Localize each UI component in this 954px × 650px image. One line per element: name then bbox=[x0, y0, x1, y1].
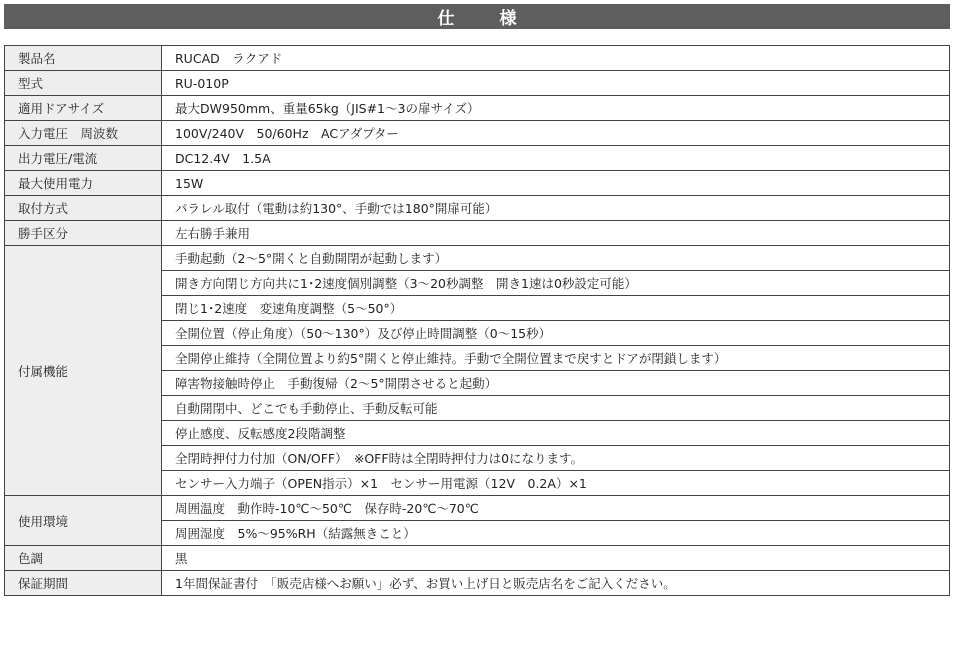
spec-value: 開き方向閉じ方向共に1･2速度個別調整（3～20秒調整 開き1速は0秒設定可能） bbox=[162, 271, 950, 296]
spec-row bbox=[5, 196, 950, 221]
spec-label: 最大使用電力 bbox=[5, 171, 162, 196]
spec-title: 仕 様 bbox=[437, 9, 531, 29]
spec-label: 勝手区分 bbox=[5, 221, 162, 246]
spec-label: 色調 bbox=[5, 546, 162, 571]
spec-label: 使用環境 bbox=[5, 496, 162, 546]
spec-row bbox=[5, 221, 950, 246]
spec-value: 全閉時押付力付加（ON/OFF） ※OFF時は全閉時押付力は0になります。 bbox=[162, 446, 950, 471]
spec-row bbox=[5, 246, 950, 271]
spec-label: 出力電圧/電流 bbox=[5, 146, 162, 171]
spec-value: 左右勝手兼用 bbox=[162, 221, 950, 246]
spec-value: RU-010P bbox=[162, 71, 950, 96]
spec-value: センサー入力端子（OPEN指示）×1 センサー用電源（12V 0.2A）×1 bbox=[162, 471, 950, 496]
spec-label: 製品名 bbox=[5, 46, 162, 71]
spec-value: 手動起動（2～5°開くと自動開閉が起動します） bbox=[162, 246, 950, 271]
spec-table bbox=[4, 45, 950, 596]
spec-value: 100V/240V 50/60Hz ACアダプター bbox=[162, 121, 950, 146]
spec-title-bar bbox=[4, 4, 950, 29]
spec-row bbox=[5, 46, 950, 71]
spec-value: 黒 bbox=[162, 546, 950, 571]
spec-value: 閉じ1･2速度 変速角度調整（5～50°） bbox=[162, 296, 950, 321]
spec-row bbox=[5, 546, 950, 571]
spec-value: 自動開閉中、どこでも手動停止、手動反転可能 bbox=[162, 396, 950, 421]
spec-row bbox=[5, 71, 950, 96]
spec-label: 型式 bbox=[5, 71, 162, 96]
spec-label: 適用ドアサイズ bbox=[5, 96, 162, 121]
spec-row bbox=[5, 146, 950, 171]
spec-value: 最大DW950mm、重量65kg（JIS#1～3の扉サイズ） bbox=[162, 96, 950, 121]
spec-row bbox=[5, 171, 950, 196]
spec-label: 取付方式 bbox=[5, 196, 162, 221]
spec-value: 全開位置（停止角度）（50～130°）及び停止時間調整（0～15秒） bbox=[162, 321, 950, 346]
spec-value: 全開停止維持（全開位置より約5°開くと停止維持。手動で全開位置まで戻すとドアが閉鎖します） bbox=[162, 346, 950, 371]
spec-value: 1年間保証書付 「販売店様へお願い」必ず、お買い上げ日と販売店名をご記入ください。 bbox=[162, 571, 950, 596]
spec-value: RUCAD ラクアド bbox=[162, 46, 950, 71]
spec-value: 15W bbox=[162, 171, 950, 196]
spec-value: 障害物接触時停止 手動復帰（2～5°開閉させると起動） bbox=[162, 371, 950, 396]
spec-value: 停止感度、反転感度2段階調整 bbox=[162, 421, 950, 446]
spec-value: 周囲湿度 5%～95%RH（結露無きこと） bbox=[162, 521, 950, 546]
spec-value: 周囲温度 動作時-10℃～50℃ 保存時-20℃～70℃ bbox=[162, 496, 950, 521]
spec-row bbox=[5, 121, 950, 146]
spec-row bbox=[5, 496, 950, 521]
spec-label: 保証期間 bbox=[5, 571, 162, 596]
spec-value: パラレル取付（電動は約130°、手動では180°開扉可能） bbox=[162, 196, 950, 221]
spec-value: DC12.4V 1.5A bbox=[162, 146, 950, 171]
spec-label: 入力電圧 周波数 bbox=[5, 121, 162, 146]
spec-label: 付属機能 bbox=[5, 246, 162, 496]
spec-row bbox=[5, 96, 950, 121]
spec-row bbox=[5, 571, 950, 596]
